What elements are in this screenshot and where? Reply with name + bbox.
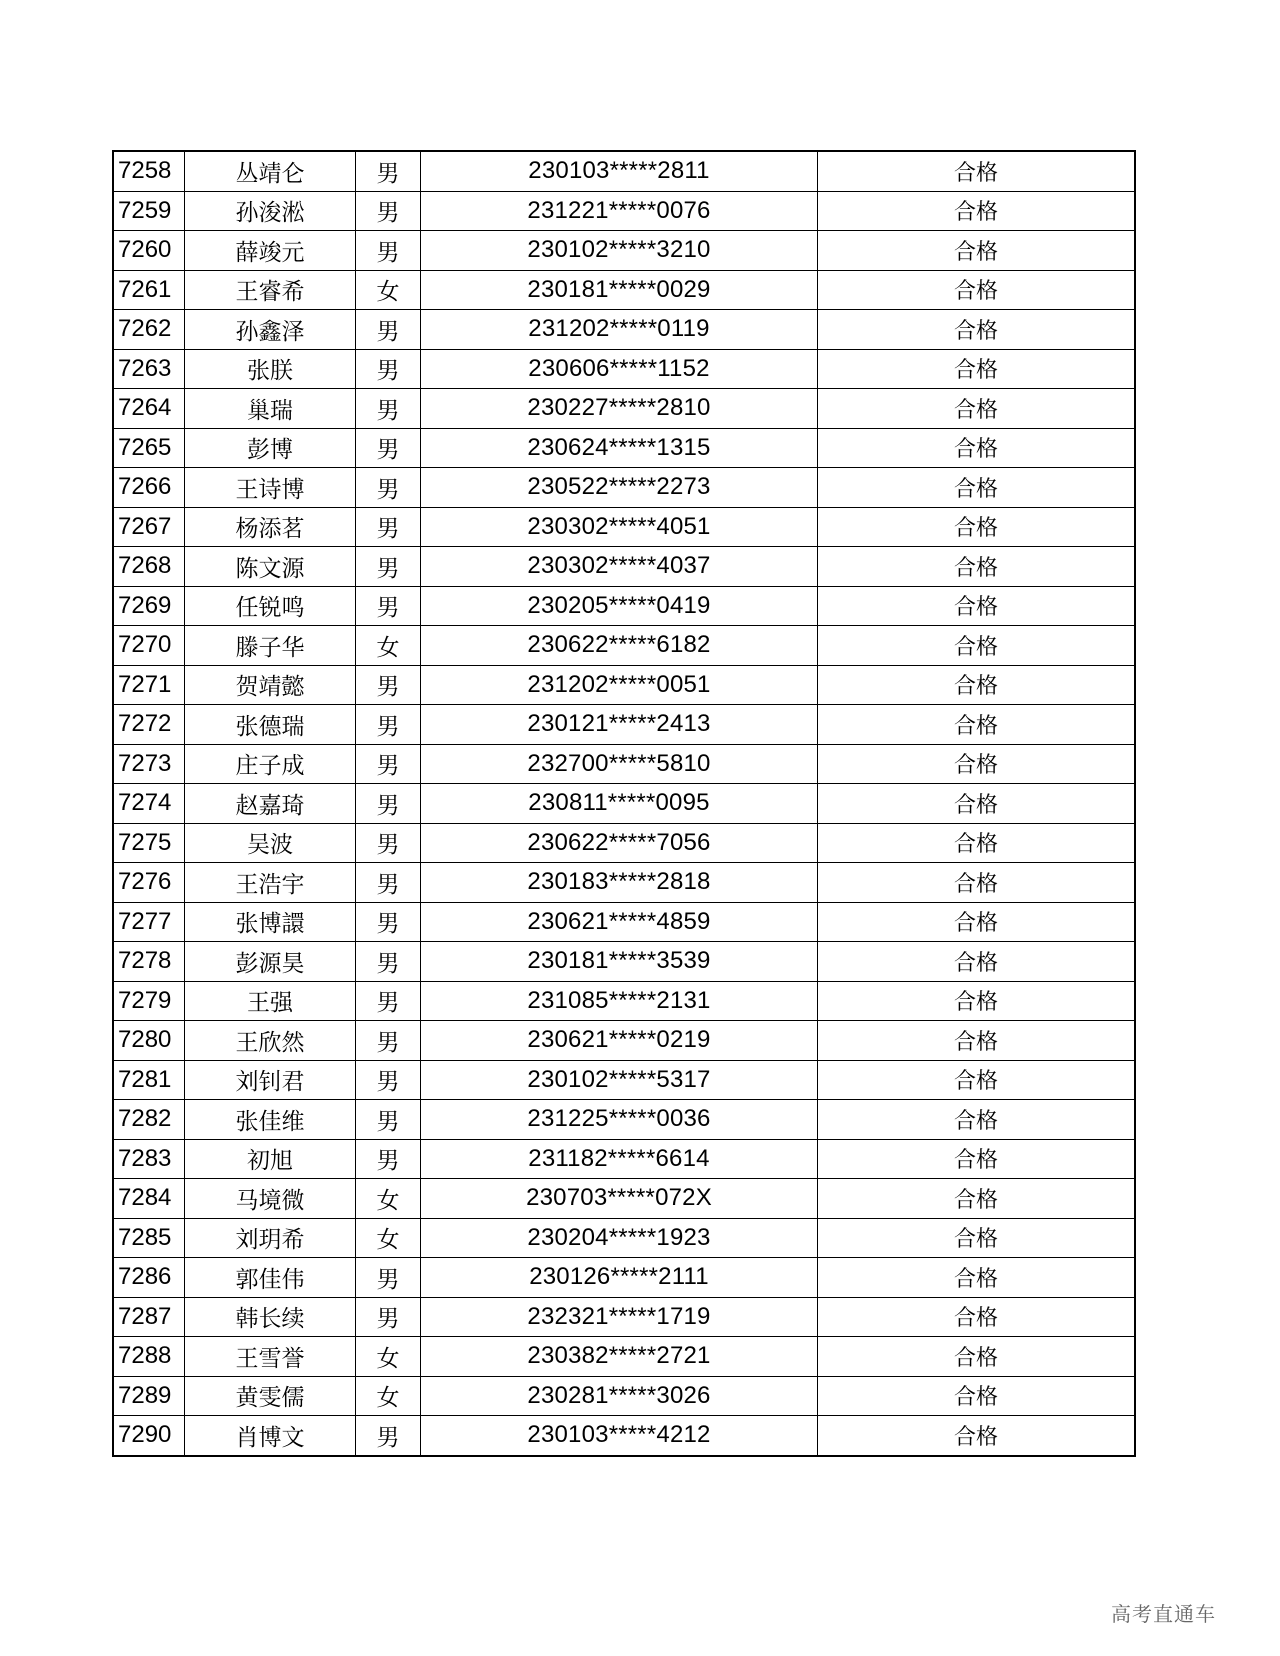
cell-name: 任锐鸣 [185,586,356,626]
cell-result: 合格 [818,626,1136,666]
cell-result: 合格 [818,310,1136,350]
cell-number: 7276 [113,863,185,903]
table-row [113,784,1135,824]
cell-number: 7284 [113,1179,185,1219]
cell-name: 孙浚淞 [185,191,356,231]
cell-number: 7278 [113,942,185,982]
cell-id-number: 230204*****1923 [421,1218,818,1258]
cell-sex: 男 [356,231,421,271]
cell-number: 7288 [113,1337,185,1377]
cell-sex: 男 [356,547,421,587]
table-row [113,1060,1135,1100]
cell-result: 合格 [818,744,1136,784]
cell-sex: 男 [356,1139,421,1179]
cell-result: 合格 [818,1179,1136,1219]
cell-name: 王强 [185,981,356,1021]
cell-sex: 女 [356,270,421,310]
table-row [113,744,1135,784]
cell-name: 王雪誉 [185,1337,356,1377]
table-row [113,1179,1135,1219]
cell-result: 合格 [818,863,1136,903]
cell-name: 刘玥希 [185,1218,356,1258]
cell-number: 7259 [113,191,185,231]
cell-result: 合格 [818,1021,1136,1061]
cell-sex: 男 [356,468,421,508]
cell-result: 合格 [818,981,1136,1021]
cell-name: 黄雯儒 [185,1376,356,1416]
table-row [113,1376,1135,1416]
cell-name: 王睿希 [185,270,356,310]
cell-sex: 男 [356,586,421,626]
cell-name: 肖博文 [185,1416,356,1456]
cell-result: 合格 [818,1218,1136,1258]
cell-number: 7261 [113,270,185,310]
cell-result: 合格 [818,151,1136,191]
table-row [113,428,1135,468]
cell-id-number: 231202*****0119 [421,310,818,350]
cell-name: 陈文源 [185,547,356,587]
cell-sex: 男 [356,1416,421,1456]
watermark-text: 高考直通车 [1111,1602,1216,1626]
cell-number: 7275 [113,823,185,863]
cell-number: 7264 [113,389,185,429]
cell-result: 合格 [818,902,1136,942]
cell-number: 7258 [113,151,185,191]
cell-result: 合格 [818,823,1136,863]
cell-sex: 男 [356,310,421,350]
cell-id-number: 230811*****0095 [421,784,818,824]
cell-sex: 女 [356,1337,421,1377]
cell-id-number: 230624*****1315 [421,428,818,468]
table-row [113,626,1135,666]
cell-number: 7263 [113,349,185,389]
cell-number: 7268 [113,547,185,587]
cell-sex: 男 [356,863,421,903]
table-row [113,1021,1135,1061]
cell-id-number: 230181*****0029 [421,270,818,310]
table-row [113,665,1135,705]
table-row [113,1337,1135,1377]
cell-sex: 男 [356,428,421,468]
table-row [113,981,1135,1021]
cell-id-number: 230227*****2810 [421,389,818,429]
cell-name: 薛竣元 [185,231,356,271]
cell-result: 合格 [818,428,1136,468]
cell-name: 巢瑞 [185,389,356,429]
cell-id-number: 230181*****3539 [421,942,818,982]
cell-sex: 男 [356,705,421,745]
cell-number: 7266 [113,468,185,508]
cell-number: 7265 [113,428,185,468]
table-row [113,823,1135,863]
cell-sex: 男 [356,1060,421,1100]
cell-sex: 男 [356,507,421,547]
cell-number: 7280 [113,1021,185,1061]
results-table [112,150,1136,1457]
cell-name: 贺靖懿 [185,665,356,705]
cell-id-number: 231225*****0036 [421,1100,818,1140]
cell-sex: 女 [356,626,421,666]
cell-name: 吴波 [185,823,356,863]
cell-sex: 男 [356,151,421,191]
cell-result: 合格 [818,665,1136,705]
table-row [113,507,1135,547]
cell-number: 7286 [113,1258,185,1298]
cell-result: 合格 [818,942,1136,982]
table-row [113,151,1135,191]
cell-id-number: 230102*****5317 [421,1060,818,1100]
cell-name: 孙鑫泽 [185,310,356,350]
cell-number: 7270 [113,626,185,666]
cell-number: 7271 [113,665,185,705]
cell-result: 合格 [818,507,1136,547]
table-row [113,468,1135,508]
cell-sex: 男 [356,784,421,824]
cell-result: 合格 [818,586,1136,626]
cell-result: 合格 [818,468,1136,508]
cell-name: 王诗博 [185,468,356,508]
cell-result: 合格 [818,1376,1136,1416]
cell-result: 合格 [818,1337,1136,1377]
cell-name: 郭佳伟 [185,1258,356,1298]
cell-sex: 男 [356,665,421,705]
cell-name: 刘钊君 [185,1060,356,1100]
cell-result: 合格 [818,1416,1136,1456]
cell-id-number: 230103*****4212 [421,1416,818,1456]
cell-sex: 男 [356,1297,421,1337]
table-row [113,1100,1135,1140]
cell-sex: 男 [356,823,421,863]
table-row [113,547,1135,587]
cell-sex: 女 [356,1179,421,1219]
cell-name: 彭源昊 [185,942,356,982]
cell-name: 初旭 [185,1139,356,1179]
table-row [113,1297,1135,1337]
cell-result: 合格 [818,191,1136,231]
cell-number: 7290 [113,1416,185,1456]
cell-number: 7287 [113,1297,185,1337]
cell-number: 7285 [113,1218,185,1258]
cell-number: 7269 [113,586,185,626]
cell-id-number: 230281*****3026 [421,1376,818,1416]
cell-id-number: 230622*****7056 [421,823,818,863]
cell-name: 张朕 [185,349,356,389]
cell-id-number: 230302*****4051 [421,507,818,547]
cell-number: 7282 [113,1100,185,1140]
cell-result: 合格 [818,1060,1136,1100]
cell-result: 合格 [818,1139,1136,1179]
table-row [113,1416,1135,1456]
table-row [113,1218,1135,1258]
cell-id-number: 232321*****1719 [421,1297,818,1337]
cell-id-number: 231221*****0076 [421,191,818,231]
table-row [113,389,1135,429]
cell-name: 韩长续 [185,1297,356,1337]
cell-id-number: 230126*****2111 [421,1258,818,1298]
cell-sex: 女 [356,1376,421,1416]
cell-name: 庄子成 [185,744,356,784]
cell-result: 合格 [818,389,1136,429]
cell-id-number: 230621*****4859 [421,902,818,942]
cell-result: 合格 [818,349,1136,389]
cell-sex: 男 [356,1021,421,1061]
results-table-body [113,151,1135,1456]
cell-sex: 男 [356,942,421,982]
cell-result: 合格 [818,1258,1136,1298]
cell-name: 张佳维 [185,1100,356,1140]
cell-name: 彭博 [185,428,356,468]
cell-name: 张博譞 [185,902,356,942]
cell-sex: 男 [356,902,421,942]
cell-id-number: 230606*****1152 [421,349,818,389]
cell-number: 7289 [113,1376,185,1416]
cell-id-number: 230622*****6182 [421,626,818,666]
cell-sex: 男 [356,981,421,1021]
table-row [113,310,1135,350]
table-row [113,1139,1135,1179]
table-row [113,863,1135,903]
cell-result: 合格 [818,547,1136,587]
cell-name: 王欣然 [185,1021,356,1061]
cell-id-number: 231085*****2131 [421,981,818,1021]
cell-id-number: 230382*****2721 [421,1337,818,1377]
cell-id-number: 230703*****072X [421,1179,818,1219]
cell-id-number: 230121*****2413 [421,705,818,745]
table-row [113,942,1135,982]
cell-sex: 女 [356,1218,421,1258]
cell-name: 张德瑞 [185,705,356,745]
table-row [113,902,1135,942]
cell-sex: 男 [356,1258,421,1298]
table-row [113,270,1135,310]
cell-number: 7281 [113,1060,185,1100]
cell-result: 合格 [818,1297,1136,1337]
cell-id-number: 230302*****4037 [421,547,818,587]
cell-sex: 男 [356,191,421,231]
table-row [113,349,1135,389]
cell-name: 滕子华 [185,626,356,666]
cell-name: 赵嘉琦 [185,784,356,824]
cell-number: 7262 [113,310,185,350]
cell-name: 杨添茗 [185,507,356,547]
cell-number: 7273 [113,744,185,784]
cell-id-number: 230621*****0219 [421,1021,818,1061]
cell-result: 合格 [818,1100,1136,1140]
cell-name: 王浩宇 [185,863,356,903]
table-row [113,191,1135,231]
cell-name: 马境微 [185,1179,356,1219]
cell-number: 7260 [113,231,185,271]
cell-number: 7267 [113,507,185,547]
table-row [113,586,1135,626]
cell-result: 合格 [818,270,1136,310]
cell-result: 合格 [818,784,1136,824]
table-row [113,705,1135,745]
cell-sex: 男 [356,1100,421,1140]
table-row [113,231,1135,271]
cell-id-number: 230103*****2811 [421,151,818,191]
cell-id-number: 231202*****0051 [421,665,818,705]
cell-sex: 男 [356,744,421,784]
cell-result: 合格 [818,231,1136,271]
cell-number: 7272 [113,705,185,745]
cell-name: 丛靖仑 [185,151,356,191]
cell-id-number: 231182*****6614 [421,1139,818,1179]
cell-sex: 男 [356,389,421,429]
cell-number: 7274 [113,784,185,824]
cell-id-number: 232700*****5810 [421,744,818,784]
cell-id-number: 230102*****3210 [421,231,818,271]
cell-number: 7283 [113,1139,185,1179]
cell-number: 7279 [113,981,185,1021]
cell-result: 合格 [818,705,1136,745]
table-row [113,1258,1135,1298]
cell-id-number: 230522*****2273 [421,468,818,508]
cell-number: 7277 [113,902,185,942]
cell-id-number: 230183*****2818 [421,863,818,903]
cell-id-number: 230205*****0419 [421,586,818,626]
cell-sex: 男 [356,349,421,389]
